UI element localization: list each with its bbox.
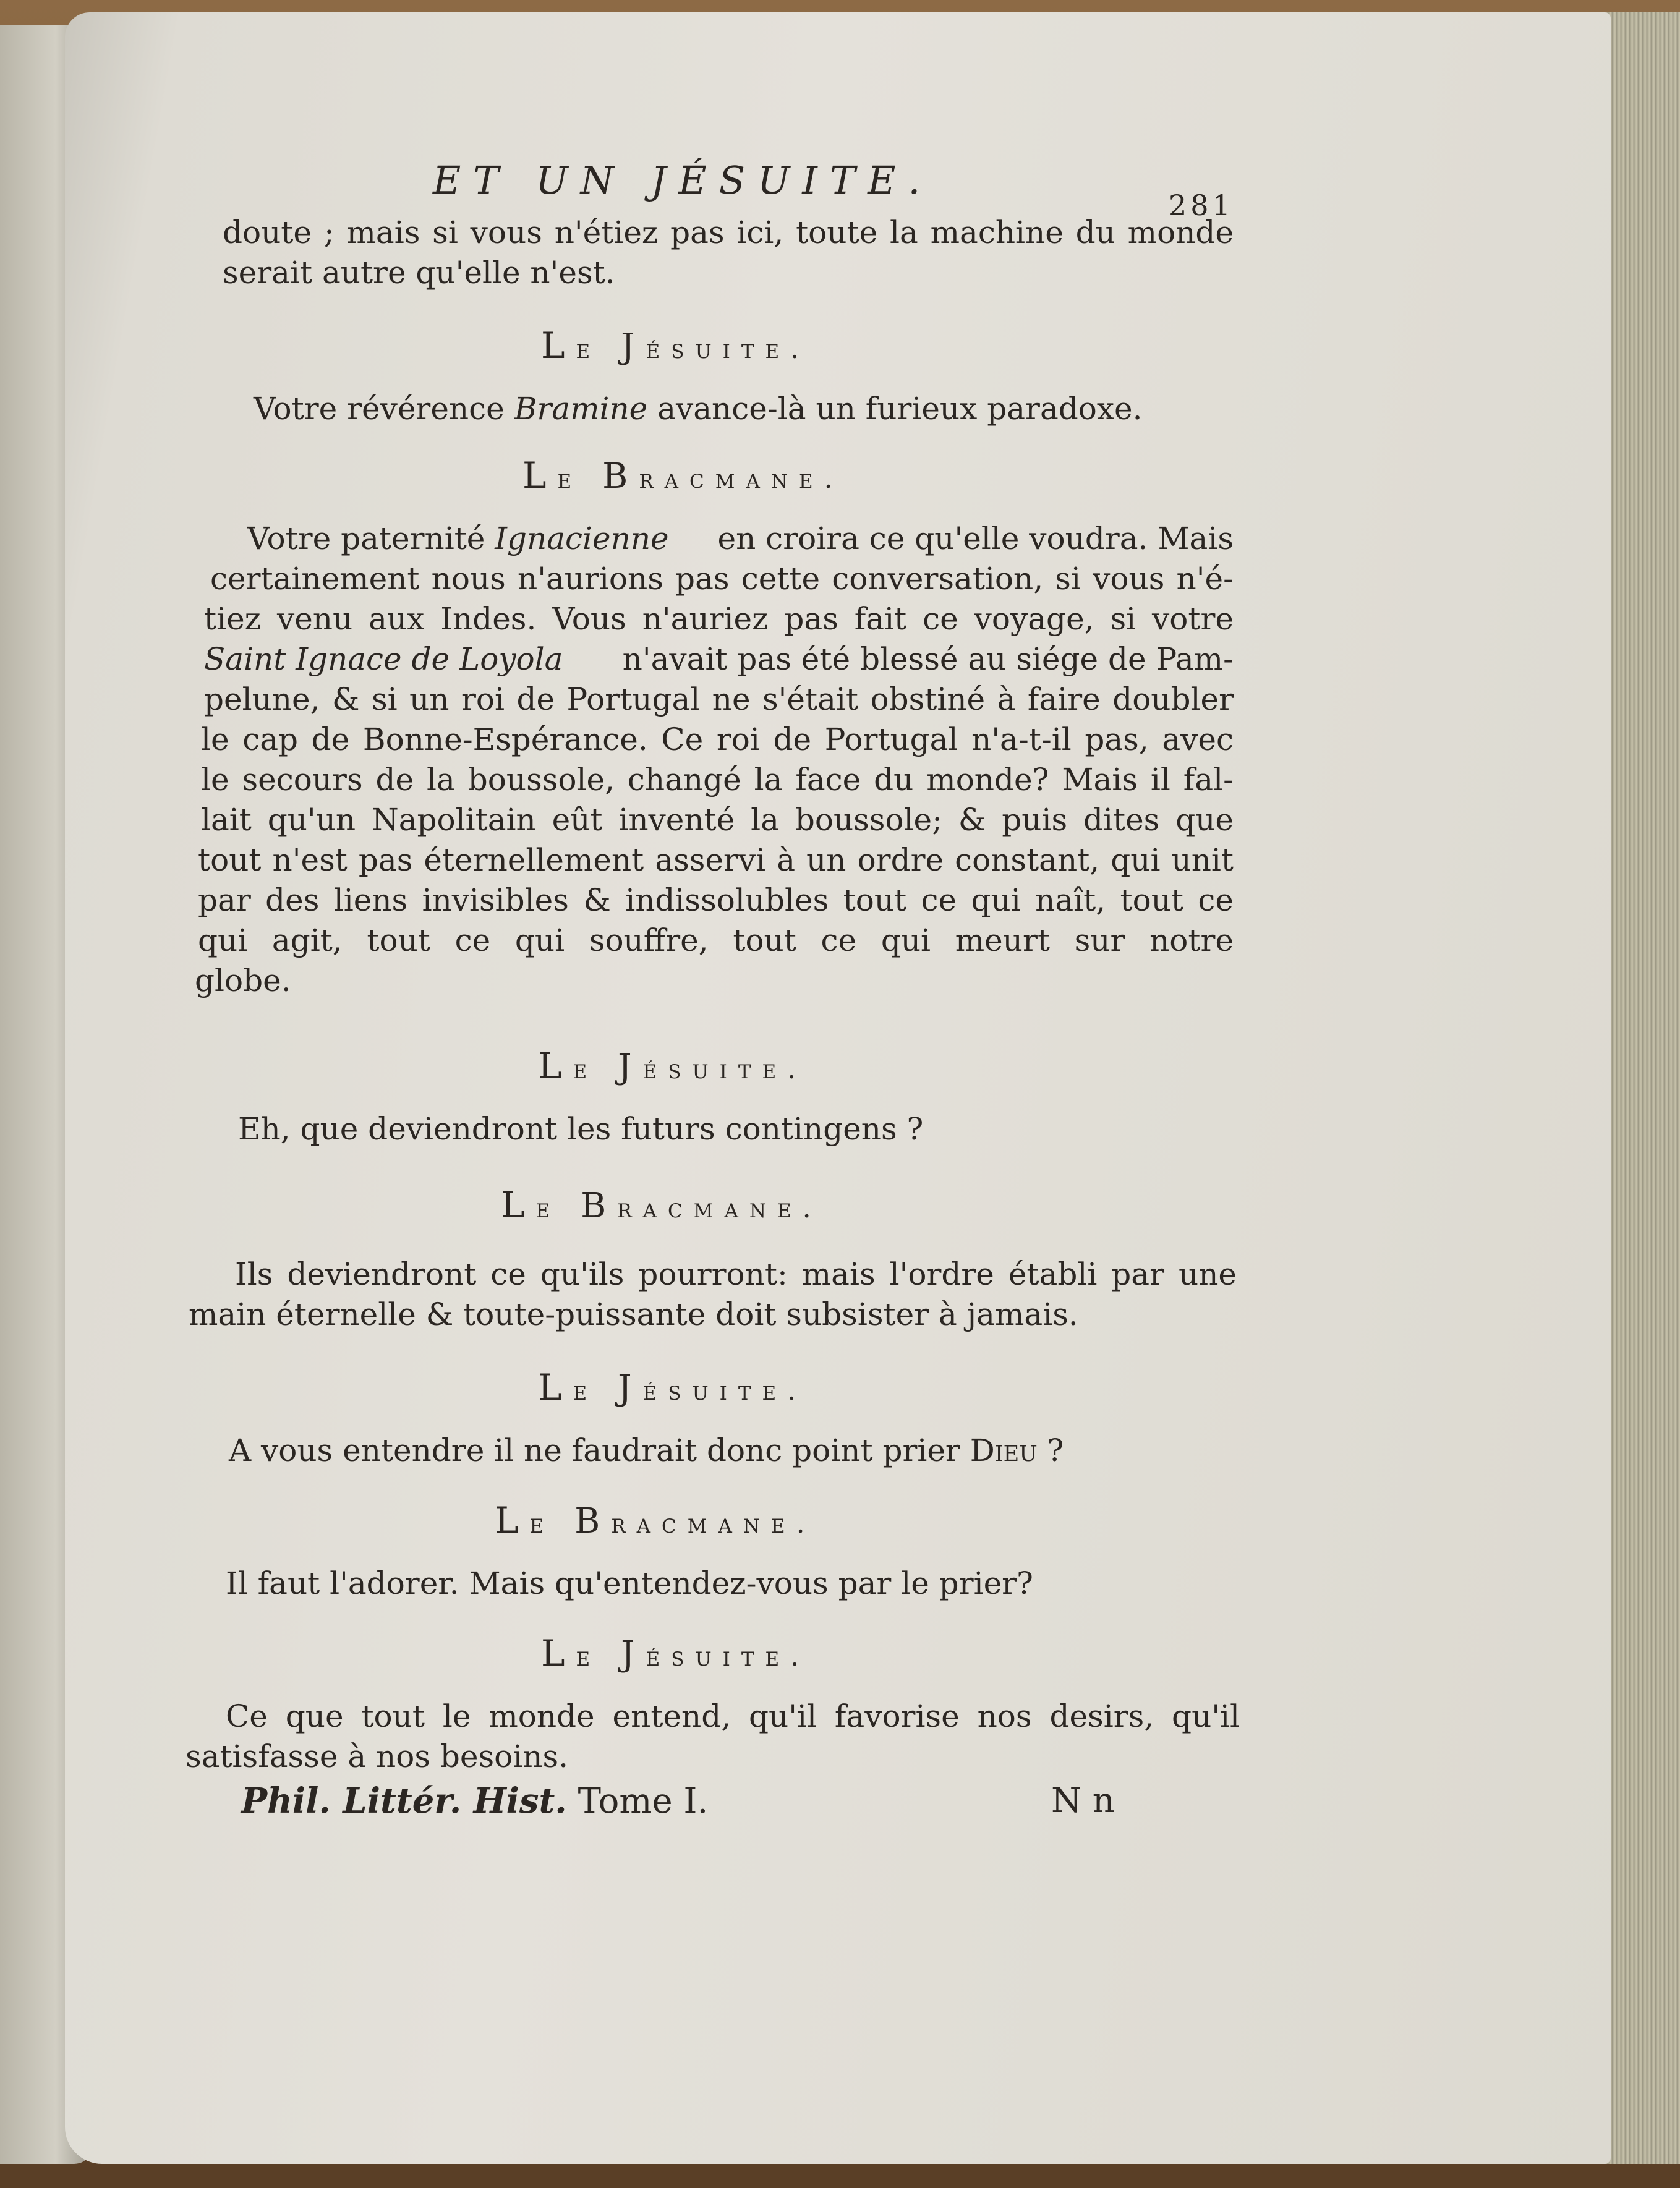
speaker-heading-jesuite: Le Jésuite. [541,1632,811,1674]
text-line: Ce que tout le monde entend, qu'il favorise nos desirs, qu'il [226,1698,1240,1734]
text-line: tout n'est pas éternellement asservi à un ordre constant, qui unit [198,842,1234,878]
signature-mark: N n [1051,1781,1115,1821]
text-line: pelune, & si un roi de Portugal ne s'était obstiné à faire doubler [204,681,1234,717]
text-line: Votre paternité Ignacienne en croira ce qu'elle voudra. Mais [247,521,1234,556]
footer-title: Phil. Littér. Hist. Tome I. [241,1781,709,1821]
speaker-heading-jesuite: Le Jésuite. [541,325,811,367]
text-line: Eh, que deviendront les futurs contingens ? [238,1111,924,1147]
text-line: Votre révérence Bramine avance-là un furieux paradoxe. [254,391,1143,427]
text-line: Il faut l'adorer. Mais qu'entendez-vous par le prier? [226,1565,1033,1601]
text-line: le secours de la boussole, changé la face du monde? Mais il fal- [201,762,1234,798]
text-line: par des liens invisibles & indissolubles tout ce qui naît, tout ce [198,882,1234,918]
text-line: satisfasse à nos besoins. [185,1739,568,1774]
text-line: Saint Ignace de Loyola n'avait pas été blessé au siége de Pam- [204,641,1234,677]
text-line: globe. [195,963,291,998]
text-line: main éternelle & toute-puissante doit subsister à jamais. [189,1296,1078,1332]
speaker-heading-jesuite: Le Jésuite. [538,1366,808,1408]
text-line: A vous entendre il ne faudrait donc point prier Dieu ? [229,1432,1064,1468]
text-line: tiez venu aux Indes. Vous n'auriez pas fait ce voyage, si votre [204,601,1234,637]
text-line: lait qu'un Napolitain eût inventé la boussole; & puis dites que [201,802,1234,838]
text-line: certainement nous n'aurions pas cette conversation, si vous n'é- [210,561,1234,597]
speaker-heading-jesuite: Le Jésuite. [538,1045,808,1087]
speaker-heading-bracmane: Le Bracmane. [495,1499,816,1541]
text-line: le cap de Bonne-Espérance. Ce roi de Portugal n'a-t-il pas, avec [201,722,1234,757]
text-line: doute ; mais si vous n'étiez pas ici, toute la machine du monde [223,215,1234,250]
book-page [65,12,1611,2164]
page-number: 281 [1169,189,1234,222]
text-line: Ils deviendront ce qu'ils pourront: mais l'ordre établi par une [235,1256,1237,1292]
speaker-heading-bracmane: Le Bracmane. [522,454,844,496]
text-line: serait autre qu'elle n'est. [223,255,615,291]
running-head: ET UN JÉSUITE. [433,158,933,203]
text-line: qui agit, tout ce qui souffre, tout ce qui meurt sur notre [198,922,1234,958]
speaker-heading-bracmane: Le Bracmane. [501,1184,822,1226]
